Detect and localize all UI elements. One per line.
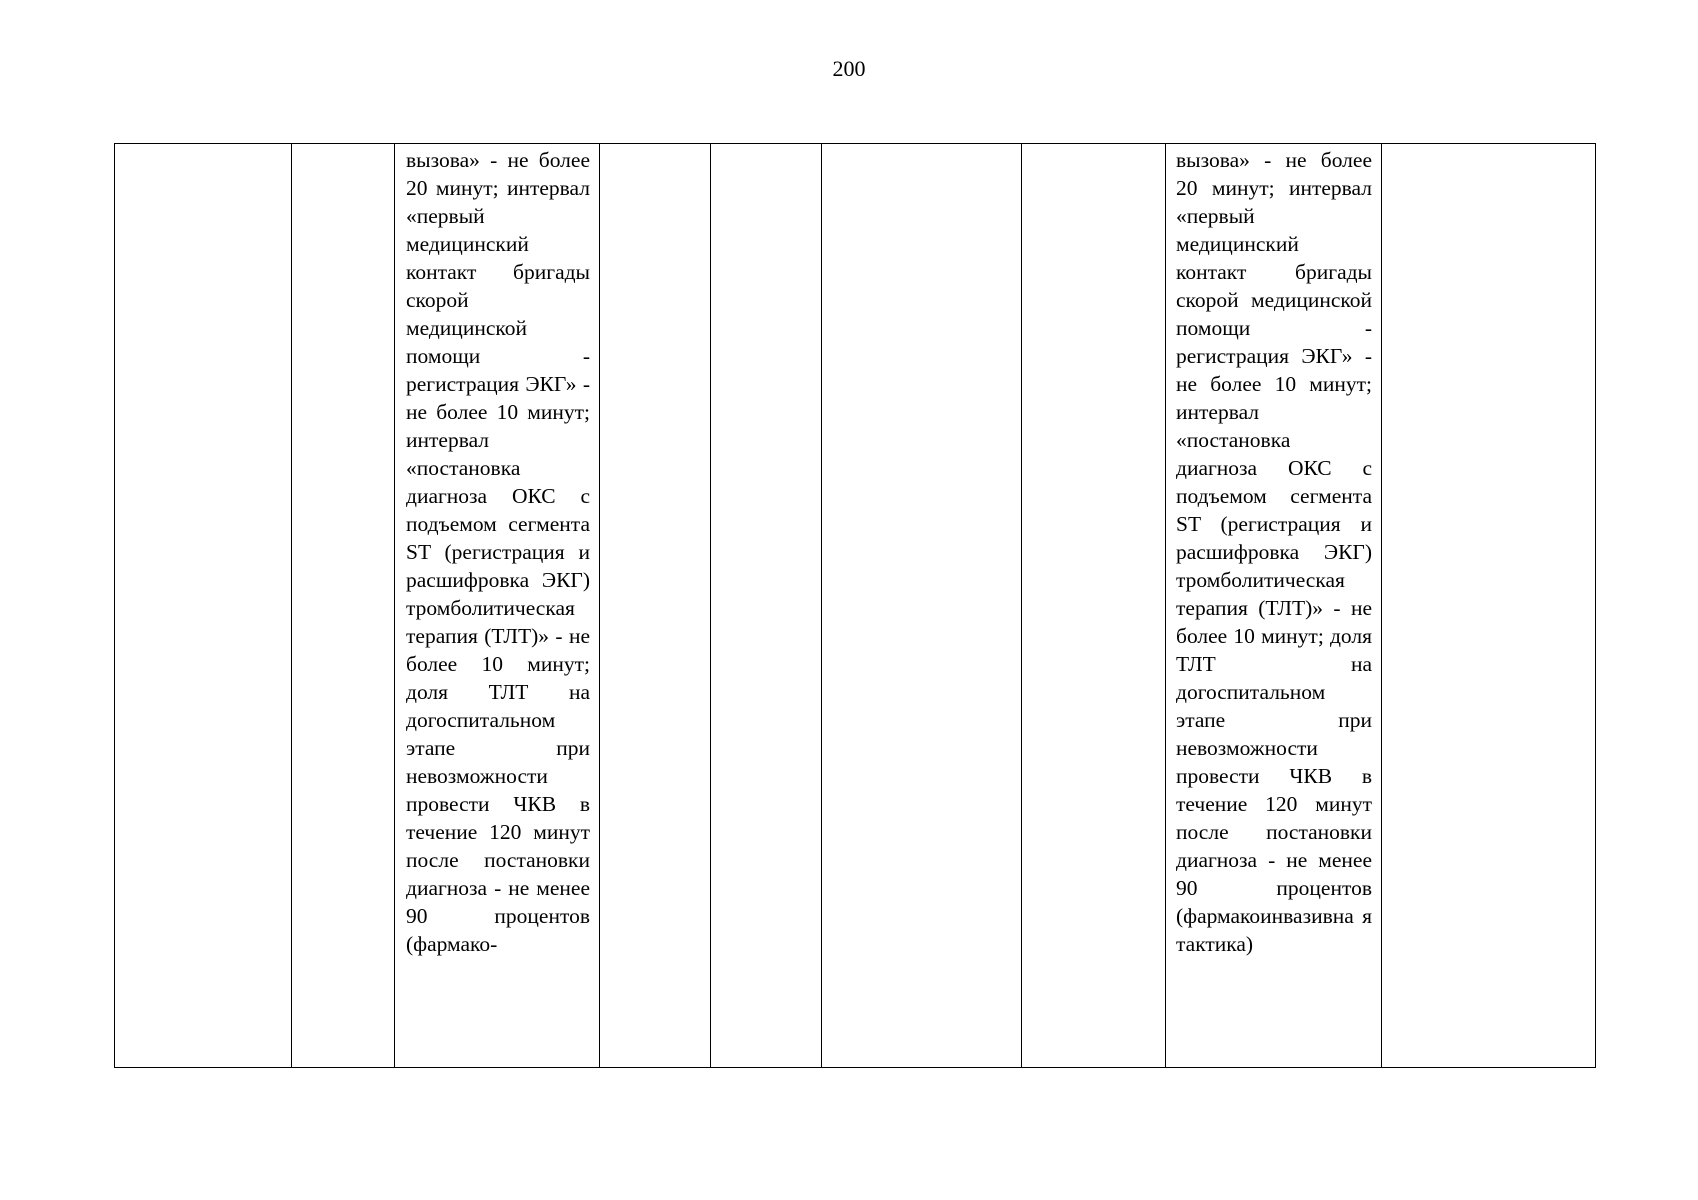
table-cell-col4 bbox=[600, 144, 711, 1068]
table-cell-col6 bbox=[822, 144, 1022, 1068]
table-cell-col5 bbox=[711, 144, 822, 1068]
table-cell-col7 bbox=[1022, 144, 1166, 1068]
table-cell-col8 bbox=[1166, 144, 1382, 1068]
criteria-text-left: вызова» - не более 20 минут; интервал «первый медицинский контакт бригады скорой медицинской помощи - регистрация ЭКГ» - не более 10 минут; интервал «постановка диагноза ОКС с подъемом сегмента ST (регистрация и расшифровка ЭКГ) тромболитическая терапия (ТЛТ)» - не более 10 минут; доля ТЛТ на догоспитальном этапе при невозможности провести ЧКВ в течение 120 минут после постановки диагноза - не менее 90 процентов (фармако- bbox=[406, 148, 590, 956]
document-table bbox=[114, 143, 1596, 1068]
criteria-text-right: вызова» - не более 20 минут; интервал «первый медицинский контакт бригады скорой медицинской помощи - регистрация ЭКГ» - не более 10 минут; интервал «постановка диагноза ОКС с подъемом сегмента ST (регистрация и расшифровка ЭКГ) тромболитическая терапия (ТЛТ)» - не более 10 минут; доля ТЛТ на догоспитальном этапе при невозможности провести ЧКВ в течение 120 минут после постановки диагноза - не менее 90 процентов (фармакоинвазивна я тактика) bbox=[1176, 148, 1372, 956]
page-number: 200 bbox=[832, 56, 866, 81]
table-row bbox=[115, 144, 1596, 1068]
table-cell-col9 bbox=[1382, 144, 1596, 1068]
table-cell-col3 bbox=[395, 144, 600, 1068]
table-cell-col1 bbox=[115, 144, 292, 1068]
table-cell-col2 bbox=[292, 144, 395, 1068]
